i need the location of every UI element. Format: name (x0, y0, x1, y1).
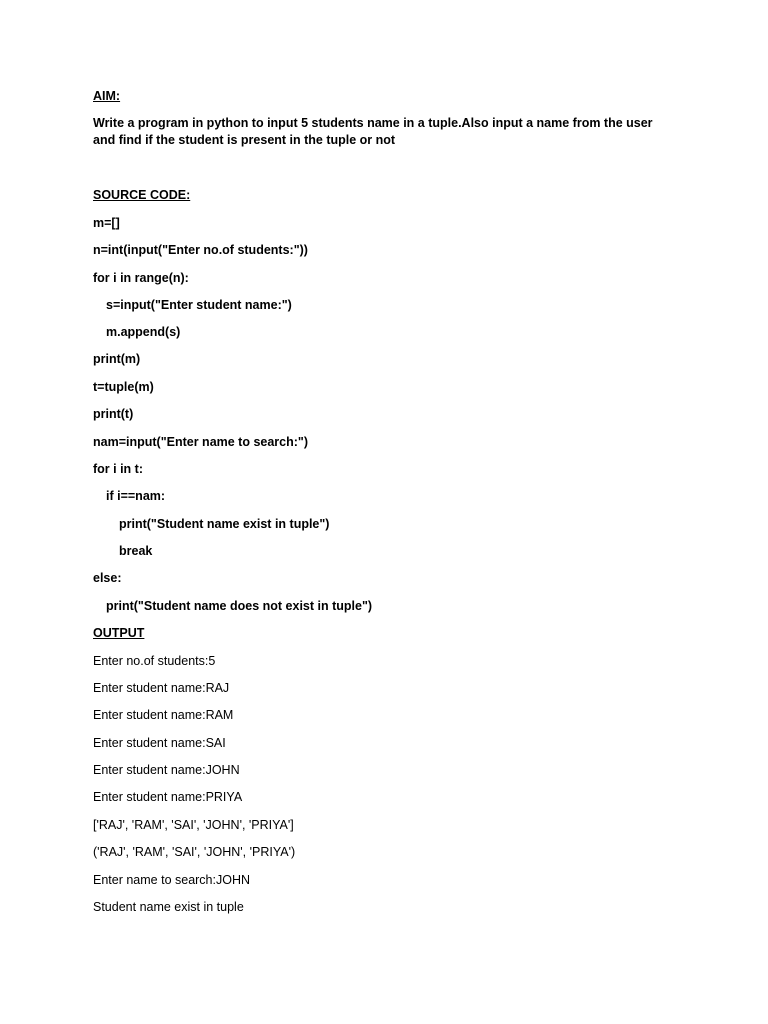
output-heading: OUTPUT (93, 626, 145, 640)
code-line: break (119, 544, 153, 558)
code-line: nam=input("Enter name to search:") (93, 435, 309, 449)
code-line: for i in t: (93, 462, 143, 476)
output-line: ('RAJ', 'RAM', 'SAI', 'JOHN', 'PRIYA') (93, 845, 296, 859)
output-line: Enter student name:JOHN (93, 763, 240, 777)
code-line: t=tuple(m) (93, 380, 154, 394)
code-line: m.append(s) (106, 325, 181, 339)
code-line: else: (93, 571, 122, 585)
output-line: Student name exist in tuple (93, 900, 244, 914)
output-line: ['RAJ', 'RAM', 'SAI', 'JOHN', 'PRIYA'] (93, 818, 294, 832)
aim-heading: AIM: (93, 89, 121, 103)
output-line: Enter name to search:JOHN (93, 873, 251, 887)
output-line: Enter student name:PRIYA (93, 790, 243, 804)
output-line: Enter no.of students:5 (93, 654, 216, 668)
code-line: n=int(input("Enter no.of students:")) (93, 243, 308, 257)
code-line: print("Student name does not exist in tuple") (106, 599, 373, 613)
source-code-heading: SOURCE CODE: (93, 188, 191, 202)
aim-text: Write a program in python to input 5 students name in a tuple.Also input a name from the user and find if the student is present in the tuple or not (93, 116, 653, 147)
output-line: Enter student name:RAM (93, 708, 234, 722)
code-line: m=[] (93, 216, 120, 230)
code-line: s=input("Enter student name:") (106, 298, 292, 312)
output-line: Enter student name:RAJ (93, 681, 230, 695)
code-line: for i in range(n): (93, 271, 189, 285)
code-line: print(m) (93, 352, 141, 366)
code-line: print("Student name exist in tuple") (119, 517, 330, 531)
output-line: Enter student name:SAI (93, 736, 226, 750)
code-line: if i==nam: (106, 489, 166, 503)
code-line: print(t) (93, 407, 134, 421)
